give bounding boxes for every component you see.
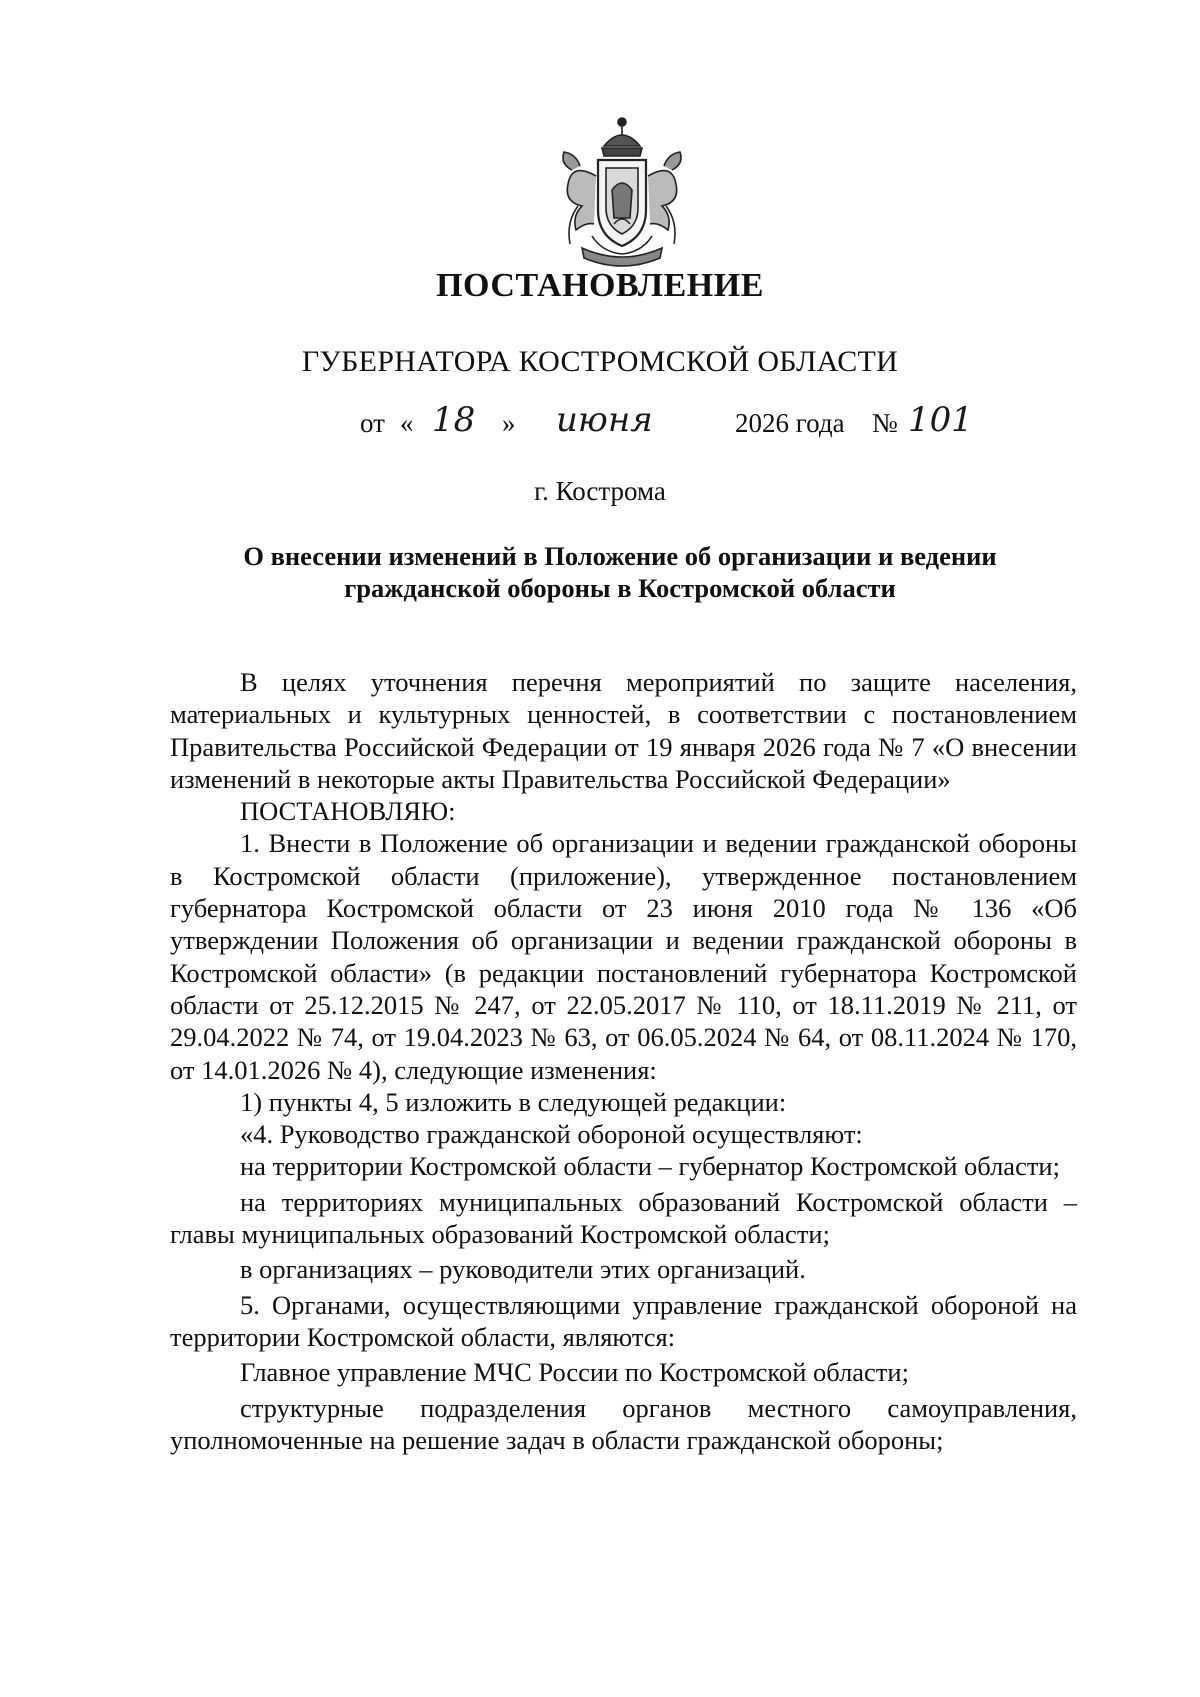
- point-4-item-b: на территориях муниципальных образований Костромской области – главы муниципальных образований Костромской области;: [170, 1186, 1077, 1250]
- date-year: 2026 года: [735, 408, 845, 438]
- date-day-handwritten: 18: [432, 400, 476, 440]
- document-type-title: ПОСТАНОВЛЕНИЕ: [436, 267, 764, 304]
- resolution-heading: [170, 540, 1070, 604]
- document-number-handwritten: 101: [908, 400, 973, 440]
- point-5-item-b: структурные подразделения органов местного самоуправления, уполномоченные на решение задач в области гражданской обороны;: [170, 1392, 1077, 1455]
- coat-of-arms-icon: [542, 106, 702, 276]
- number-label: №: [872, 408, 898, 438]
- point-4-heading: «4. Руководство гражданской обороной осуществляют:: [240, 1119, 863, 1150]
- heading-line-2: гражданской обороны в Костромской области: [344, 573, 896, 603]
- item-1-paragraph: 1. Внести в Положение об организации и ведении гражданской обороны в Костромской области (приложение), утвержденное постановлением губернатора Костромской области от 23 июня 2010 года № 136 «Об утверждении Положения об организации и ведении гражданской обороны в Костромской области» (в редакции постановлений губернатора Костромской области от 25.12.2015 № 247, от 22.05.2017 № 110, от 18.11.2019 № 211, от 29.04.2022 № 74, от 19.04.2023 № 63, от 06.05.2024 № 64, от 08.11.2024 № 170, от 14.01.2026 № 4), следующие изменения:: [170, 828, 1077, 1085]
- heading-line-1: О внесении изменений в Положение об организации и ведении: [243, 541, 997, 571]
- point-5-item-a: Главное управление МЧС России по Костромской области;: [240, 1357, 909, 1388]
- quote-close: »: [502, 408, 516, 438]
- city: г. Кострома: [534, 476, 666, 506]
- point-4-item-a: на территории Костромской области – губернатор Костромской области;: [240, 1151, 1060, 1182]
- point-5-heading: 5. Органами, осуществляющими управление гражданской обороной на территории Костромской области, являются:: [170, 1289, 1077, 1352]
- document-body: [170, 666, 1077, 1456]
- date-month-handwritten: июня: [556, 400, 653, 440]
- quote-open: «: [400, 408, 414, 438]
- date-line: [0, 400, 1200, 448]
- point-4-item-c: в организациях – руководители этих организаций.: [240, 1254, 806, 1285]
- preamble-paragraph: В целях уточнения перечня мероприятий по защите населения, материальных и культурных ценностей, в соответствии с постановлением Правительства Российской Федерации от 19 января 2026 года № 7 «О внесении изменений в некоторые акты Правительства Российской Федерации»: [170, 667, 1077, 794]
- sub-item-1-paragraph: 1) пункты 4, 5 изложить в следующей редакции:: [240, 1086, 787, 1117]
- issuer-subtitle: ГУБЕРНАТОРА КОСТРОМСКОЙ ОБЛАСТИ: [301, 345, 899, 378]
- resolve-paragraph: ПОСТАНОВЛЯЮ:: [240, 796, 456, 827]
- date-prefix: от: [360, 408, 385, 438]
